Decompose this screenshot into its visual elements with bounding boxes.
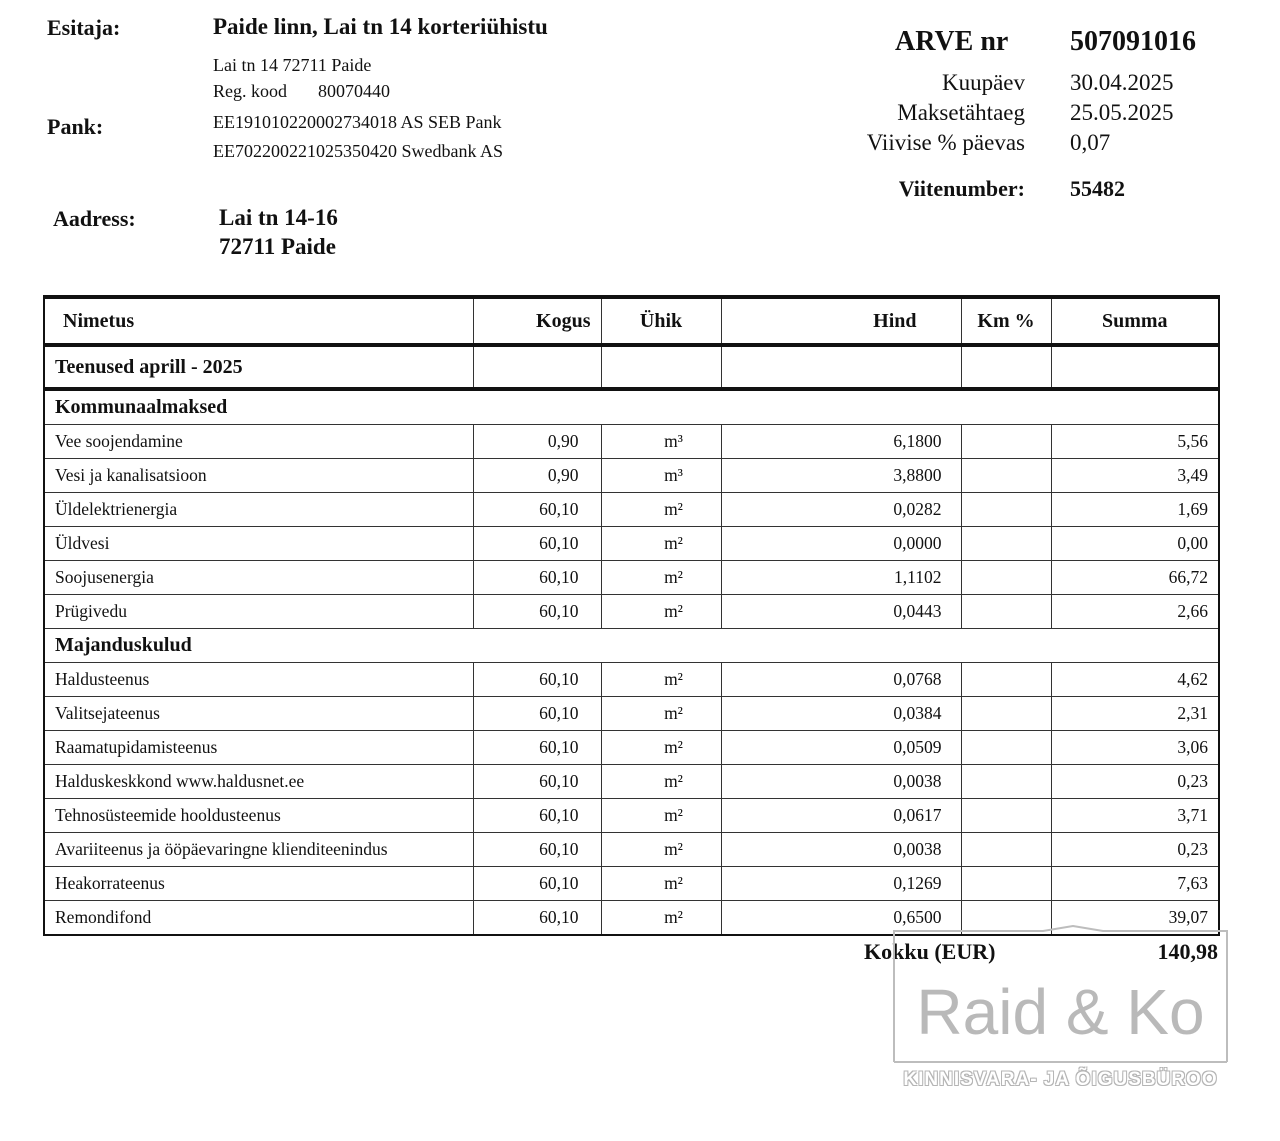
- cell-sum: 0,23: [1051, 765, 1219, 799]
- reference-label: Viitenumber:: [898, 176, 1025, 201]
- header-quantity: Kogus: [473, 297, 601, 345]
- section-row: [44, 389, 1219, 425]
- cell-quantity: 60,10: [473, 561, 601, 595]
- cell-unit: m²: [601, 595, 721, 629]
- header-price: Hind: [721, 297, 961, 345]
- table-header-row: [44, 297, 1219, 345]
- section-title: Majanduskulud: [44, 629, 1219, 663]
- invoice-title: ARVE nr: [895, 26, 1009, 57]
- cell-name: Valitsejateenus: [44, 697, 473, 731]
- cell-unit: m²: [601, 833, 721, 867]
- cell-name: Prügivedu: [44, 595, 473, 629]
- cell-sum: 3,71: [1051, 799, 1219, 833]
- invoice-table: [43, 295, 1220, 936]
- cell-price: 1,1102: [721, 561, 961, 595]
- table-row: [44, 867, 1219, 901]
- bank-label: Pank:: [47, 114, 104, 139]
- cell-sum: 7,63: [1051, 867, 1219, 901]
- cell-vat: [961, 425, 1051, 459]
- cell-unit: m²: [601, 901, 721, 936]
- cell-price: 0,0768: [721, 663, 961, 697]
- cell-unit: m³: [601, 459, 721, 493]
- cell-vat: [961, 867, 1051, 901]
- cell-price: 0,0038: [721, 765, 961, 799]
- cell-sum: 1,69: [1051, 493, 1219, 527]
- cell-price: 0,0617: [721, 799, 961, 833]
- issuer-label: Esitaja:: [47, 15, 121, 40]
- issuer-reg-label: Reg. kood: [213, 81, 287, 101]
- cell-name: Üldelektrienergia: [44, 493, 473, 527]
- cell-unit: m²: [601, 527, 721, 561]
- cell-vat: [961, 765, 1051, 799]
- table-row: [44, 833, 1219, 867]
- cell-vat: [961, 527, 1051, 561]
- cell-quantity: 60,10: [473, 493, 601, 527]
- cell-quantity: 60,10: [473, 663, 601, 697]
- bank-account-1: EE191010220002734018 AS SEB Pank: [213, 112, 502, 132]
- cell-quantity: 60,10: [473, 765, 601, 799]
- cell-name: Soojusenergia: [44, 561, 473, 595]
- cell-price: 0,0282: [721, 493, 961, 527]
- cell-unit: m²: [601, 731, 721, 765]
- watermark-subtitle: KINNISVARA- JA ÕIGUSBÜROO: [903, 1069, 1218, 1090]
- cell-vat: [961, 799, 1051, 833]
- cell-price: 3,8800: [721, 459, 961, 493]
- cell-quantity: 60,10: [473, 799, 601, 833]
- cell-price: 0,0509: [721, 731, 961, 765]
- cell-unit: m²: [601, 867, 721, 901]
- cell-price: 6,1800: [721, 425, 961, 459]
- issuer-reg-code: 80070440: [318, 81, 390, 101]
- table-subtitle: Teenused aprill - 2025: [44, 345, 473, 389]
- cell-vat: [961, 697, 1051, 731]
- cell-price: 0,0038: [721, 833, 961, 867]
- cell-price: 0,0000: [721, 527, 961, 561]
- header-name: Nimetus: [44, 297, 473, 345]
- table-row: [44, 527, 1219, 561]
- cell-vat: [961, 459, 1051, 493]
- table-row: [44, 595, 1219, 629]
- cell-vat: [961, 663, 1051, 697]
- cell-sum: 0,23: [1051, 833, 1219, 867]
- table-row: [44, 799, 1219, 833]
- due-date-value: 25.05.2025: [1070, 100, 1174, 125]
- cell-quantity: 60,10: [473, 595, 601, 629]
- table-row: [44, 765, 1219, 799]
- cell-quantity: 60,10: [473, 527, 601, 561]
- cell-sum: 3,49: [1051, 459, 1219, 493]
- cell-quantity: 60,10: [473, 697, 601, 731]
- cell-sum: 39,07: [1051, 901, 1219, 936]
- cell-name: Avariiteenus ja ööpäevaringne klienditeenindus: [44, 833, 473, 867]
- table-row: [44, 459, 1219, 493]
- cell-sum: 4,62: [1051, 663, 1219, 697]
- cell-sum: 66,72: [1051, 561, 1219, 595]
- invoice-number: 507091016: [1070, 26, 1196, 57]
- table-row: [44, 697, 1219, 731]
- address-label: Aadress:: [53, 206, 136, 231]
- cell-name: Vesi ja kanalisatsioon: [44, 459, 473, 493]
- cell-name: Haldusteenus: [44, 663, 473, 697]
- cell-vat: [961, 833, 1051, 867]
- cell-sum: 0,00: [1051, 527, 1219, 561]
- cell-price: 0,6500: [721, 901, 961, 936]
- issuer-name: Paide linn, Lai tn 14 korteriühistu: [213, 14, 548, 39]
- cell-vat: [961, 731, 1051, 765]
- cell-vat: [961, 493, 1051, 527]
- cell-price: 0,1269: [721, 867, 961, 901]
- cell-quantity: 60,10: [473, 731, 601, 765]
- section-title: Kommunaalmaksed: [44, 389, 1219, 425]
- cell-price: 0,0384: [721, 697, 961, 731]
- table-row: [44, 425, 1219, 459]
- header-sum: Summa: [1051, 297, 1219, 345]
- cell-unit: m²: [601, 697, 721, 731]
- cell-name: Heakorrateenus: [44, 867, 473, 901]
- total-label: Kokku (EUR): [864, 939, 996, 964]
- penalty-label: Viivise % päevas: [866, 130, 1025, 155]
- cell-vat: [961, 595, 1051, 629]
- issuer-address: Lai tn 14 72711 Paide: [213, 55, 372, 75]
- address-line-1: Lai tn 14-16: [219, 205, 338, 230]
- bank-account-2: EE702200221025350420 Swedbank AS: [213, 141, 503, 161]
- cell-unit: m²: [601, 561, 721, 595]
- cell-quantity: 0,90: [473, 459, 601, 493]
- penalty-value: 0,07: [1070, 130, 1111, 155]
- cell-sum: 2,31: [1051, 697, 1219, 731]
- cell-unit: m²: [601, 765, 721, 799]
- table-row: [44, 663, 1219, 697]
- cell-unit: m³: [601, 425, 721, 459]
- date-label: Kuupäev: [941, 70, 1025, 95]
- cell-vat: [961, 561, 1051, 595]
- subtitle-row: [44, 345, 1219, 389]
- cell-name: Üldvesi: [44, 527, 473, 561]
- cell-price: 0,0443: [721, 595, 961, 629]
- section-row: [44, 629, 1219, 663]
- header-unit: Ühik: [601, 297, 721, 345]
- cell-unit: m²: [601, 663, 721, 697]
- cell-name: Tehnosüsteemide hooldusteenus: [44, 799, 473, 833]
- reference-value: 55482: [1070, 176, 1125, 201]
- address-line-2: 72711 Paide: [219, 234, 336, 259]
- cell-name: Halduskeskkond www.haldusnet.ee: [44, 765, 473, 799]
- cell-unit: m²: [601, 799, 721, 833]
- header-vat: Km %: [961, 297, 1051, 345]
- total-value: 140,98: [1157, 939, 1218, 964]
- cell-name: Vee soojendamine: [44, 425, 473, 459]
- table-row: [44, 561, 1219, 595]
- cell-quantity: 60,10: [473, 901, 601, 936]
- table-row: [44, 493, 1219, 527]
- due-date-label: Maksetähtaeg: [897, 100, 1025, 125]
- cell-unit: m²: [601, 493, 721, 527]
- cell-quantity: 60,10: [473, 867, 601, 901]
- cell-name: Raamatupidamisteenus: [44, 731, 473, 765]
- cell-name: Remondifond: [44, 901, 473, 936]
- cell-sum: 3,06: [1051, 731, 1219, 765]
- cell-sum: 5,56: [1051, 425, 1219, 459]
- cell-sum: 2,66: [1051, 595, 1219, 629]
- date-value: 30.04.2025: [1070, 70, 1174, 95]
- watermark-logo-text: Raid & Ko: [916, 976, 1205, 1048]
- cell-quantity: 0,90: [473, 425, 601, 459]
- table-row: [44, 731, 1219, 765]
- cell-quantity: 60,10: [473, 833, 601, 867]
